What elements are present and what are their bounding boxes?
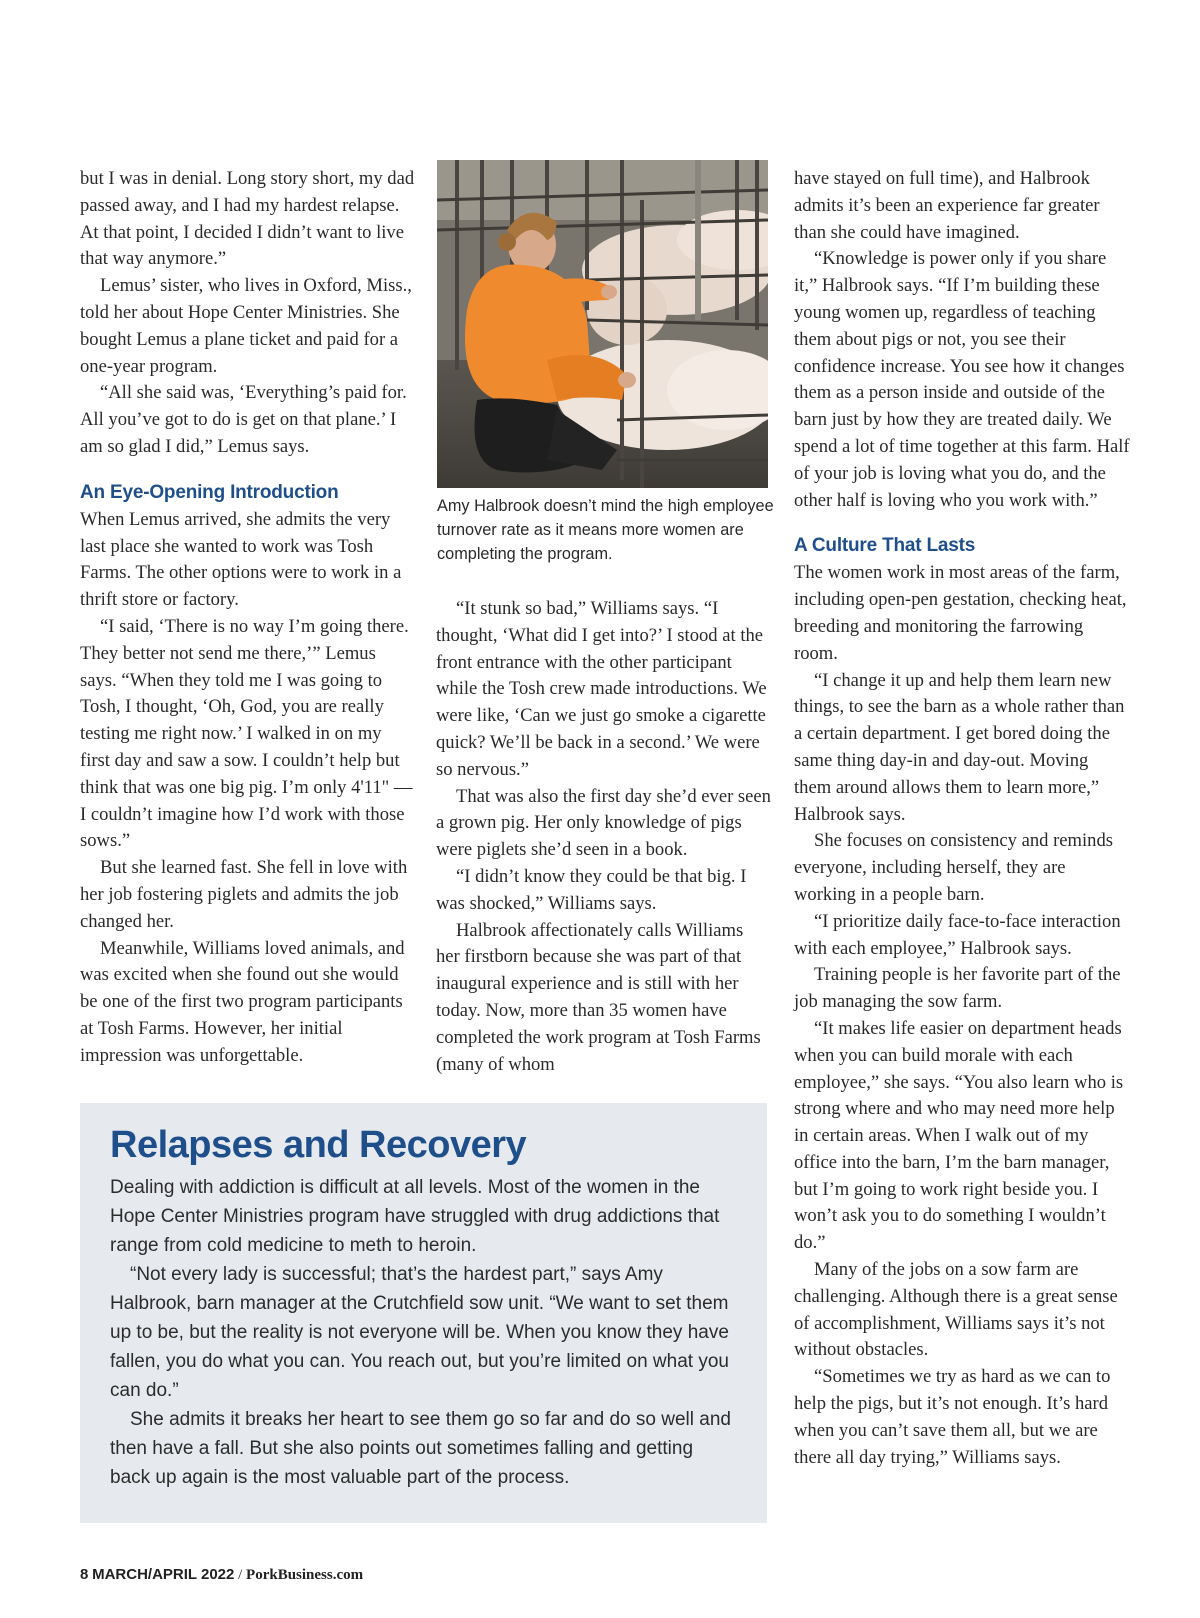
paragraph: “I change it up and help them learn new things, to see the barn as a whole rather than a certain department. I get bored doing the same thing day-in and day-out. Moving them around allows them to learn more,” Halbrook says. — [794, 669, 1125, 825]
sidebar-paragraph: “Not every lady is successful; that’s the hardest part,” says Amy Halbrook, barn manager at the Crutchfield sow unit. “We want to set them up to be, but the reality is not everyone will be. When you know they have fallen, you do what you can. You reach out, but you’re limited on what you can do.” — [110, 1264, 729, 1401]
paragraph: “I didn’t know they could be that big. I was shocked,” Williams says. — [436, 865, 747, 914]
paragraph: “Sometimes we try as hard as we can to help the pigs, but it’s not enough. It’s hard when you can’t save them all, but we are there all day trying,” Williams says. — [794, 1366, 1111, 1468]
paragraph: “Knowledge is power only if you share it,” Halbrook says. “If I’m building these young women up, regardless of teaching them about pigs or not, you see their confidence increase. You see how it changes them as a person inside and outside of the barn just by how they are treated daily. We spend a lot of time together at this farm. Half of your job is loving what you do, and the other half is loving who you work with.” — [794, 248, 1130, 511]
paragraph: When Lemus arrived, she admits the very last place she wanted to work was Tosh Farms. The other options were to work in a thrift store or factory. — [80, 508, 402, 611]
paragraph: “I said, ‘There is no way I’m going there. They better not send me there,’” Lemus says. “When they told me I was going to Tosh, I thought, ‘Oh, God, you are really testing me right now.’ I walked in on my first day and saw a sow. I couldn’t help but think that was one big pig. I’m only 4'11" — I couldn’t imagine how I’d work with those sows.” — [80, 615, 413, 852]
paragraph: That was also the first day she’d ever seen a grown pig. Her only knowledge of pigs were piglets she’d seen in a book. — [436, 785, 771, 861]
paragraph: Meanwhile, Williams loved animals, and was excited when she found out she would be one of the first two program participants at Tosh Farms. However, her initial impression was unforgettable. — [80, 937, 405, 1066]
subhead-eye-opening: An Eye-Opening Introduction — [80, 481, 339, 503]
site-name[interactable]: PorkBusiness.com — [246, 1567, 364, 1583]
sidebar-relapses-recovery — [80, 1103, 767, 1523]
paragraph: “It makes life easier on department heads when you can build morale with each employee,” she says. “You also learn who is strong where and who may need more help in certain areas. When I walk out of my office into the barn, I’m the barn manager, but I’m going to work right beside you. I won’t ask you to do something I wouldn’t do.” — [794, 1017, 1124, 1254]
paragraph: Training people is her favorite part of the job managing the sow farm. — [794, 964, 1121, 1013]
page-footer — [80, 1566, 363, 1584]
paragraph: “All she said was, ‘Everything’s paid for. All you’ve got to do is get on that plane.’ I am so glad I did,” Lemus says. — [80, 382, 407, 457]
footer-separator: / — [234, 1567, 247, 1583]
paragraph: She focuses on consistency and reminds everyone, including herself, they are working in a people barn. — [794, 830, 1113, 905]
paragraph: Many of the jobs on a sow farm are challenging. Although there is a great sense of accomplishment, Williams says it’s not without obstacles. — [794, 1259, 1118, 1361]
sidebar-title: Relapses and Recovery — [110, 1124, 527, 1166]
paragraph: But she learned fast. She fell in love with her job fostering piglets and admits the job changed her. — [80, 857, 408, 932]
woman-in-barn-illustration — [437, 160, 768, 488]
article-column-3 — [794, 166, 1130, 1471]
article-column-1 — [80, 166, 415, 1070]
photo-caption: Amy Halbrook doesn’t mind the high employee turnover rate as it means more women are completing the program. — [437, 497, 774, 563]
barn-photo — [437, 160, 768, 488]
article-column-2 — [436, 596, 771, 1078]
sidebar-paragraph: She admits it breaks her heart to see them go so far and do so well and then have a fall. But she also points out sometimes falling and getting back up again is the most valuable part of the process. — [110, 1409, 731, 1488]
issue-date: MARCH/APRIL 2022 — [92, 1566, 235, 1583]
paragraph: but I was in denial. Long story short, my dad passed away, and I had my hardest relapse. At that point, I decided I didn’t want to live that way anymore.” — [80, 168, 415, 270]
paragraph: The women work in most areas of the farm, including open-pen gestation, checking heat, breeding and monitoring the farrowing room. — [794, 562, 1127, 664]
paragraph: “I prioritize daily face-to-face interaction with each employee,” Halbrook says. — [794, 910, 1121, 959]
subhead-culture: A Culture That Lasts — [794, 535, 976, 557]
page-number: 8 — [80, 1566, 89, 1583]
paragraph: Lemus’ sister, who lives in Oxford, Miss., told her about Hope Center Ministries. She bought Lemus a plane ticket and paid for a one-year program. — [80, 275, 412, 377]
sidebar-paragraph: Dealing with addiction is difficult at all levels. Most of the women in the Hope Center Ministries program have struggled with drug addictions that range from cold medicine to meth to heroin. — [110, 1177, 720, 1256]
paragraph: have stayed on full time), and Halbrook admits it’s been an experience far greater than she could have imagined. — [794, 168, 1100, 243]
paragraph: “It stunk so bad,” Williams says. “I thought, ‘What did I get into?’ I stood at the front entrance with the other participant while the Tosh crew made introductions. We were like, ‘Can we just go smoke a cigarette quick? We’ll be back in a second.’ We were so nervous.” — [436, 598, 767, 780]
paragraph: Halbrook affectionately calls Williams her firstborn because she was part of that inaugural experience and is still with her today. Now, more than 35 women have completed the work program at Tosh Farms (many of whom — [436, 919, 761, 1075]
